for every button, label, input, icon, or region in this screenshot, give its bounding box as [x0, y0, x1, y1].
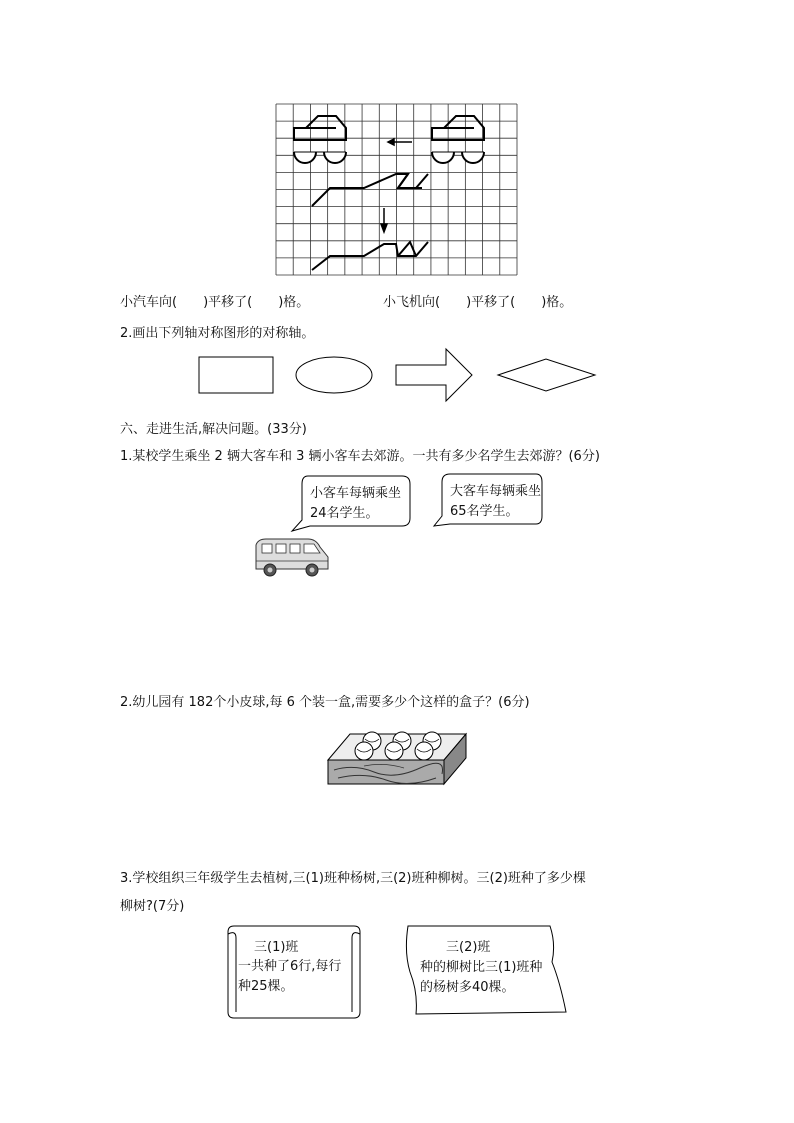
class-1-title: 三(1)班 [254, 940, 299, 955]
car-translation-question: 小汽车向( )平移了( )格。 [120, 295, 310, 310]
bubble-small-bus-text: 小客车每辆乘坐24名学生。 [310, 486, 402, 521]
ball-box-image [324, 726, 474, 786]
minibus-image [252, 537, 332, 579]
rhombus-shape [498, 359, 595, 391]
class-1-body: 一共种了6行,每行种25棵。 [238, 959, 342, 994]
problem-3-text-line2: 柳树?(7分) [120, 899, 185, 914]
car-translated [432, 116, 484, 163]
translation-grid-figure [276, 104, 518, 276]
symmetry-question: 2.画出下列轴对称图形的对称轴。 [120, 326, 315, 341]
class-2-body: 种的柳树比三(1)班种的杨树多40棵。 [420, 960, 543, 995]
plane-translated [312, 242, 428, 270]
left-arrow-icon [388, 139, 412, 145]
plane-original [312, 174, 428, 206]
symmetry-shapes [196, 345, 598, 401]
problem-1-text: 1.某校学生乘坐 2 辆大客车和 3 辆小客车去郊游。一共有多少名学生去郊游？(6分) [120, 449, 600, 464]
car-original [294, 116, 346, 163]
problem-2-text: 2.幼儿园有 182个小皮球,每 6 个装一盒,需要多少个这样的盒子？(6分) [120, 695, 530, 710]
ellipse-shape [296, 357, 372, 393]
arrow-shape [396, 349, 472, 401]
problem-3-text-line1: 3.学校组织三年级学生去植树,三(1)班种杨树,三(2)班种柳树。三(2)班种了多少棵 [120, 871, 586, 886]
rectangle-shape [199, 357, 273, 393]
down-arrow-icon [381, 208, 387, 232]
bubble-large-bus-text: 大客车每辆乘坐65名学生。 [450, 484, 542, 519]
section-six-heading: 六、走进生活,解决问题。(33分) [120, 422, 307, 437]
class-2-title: 三(2)班 [446, 940, 491, 955]
plane-translation-question: 小飞机向( )平移了( )格。 [383, 295, 573, 310]
